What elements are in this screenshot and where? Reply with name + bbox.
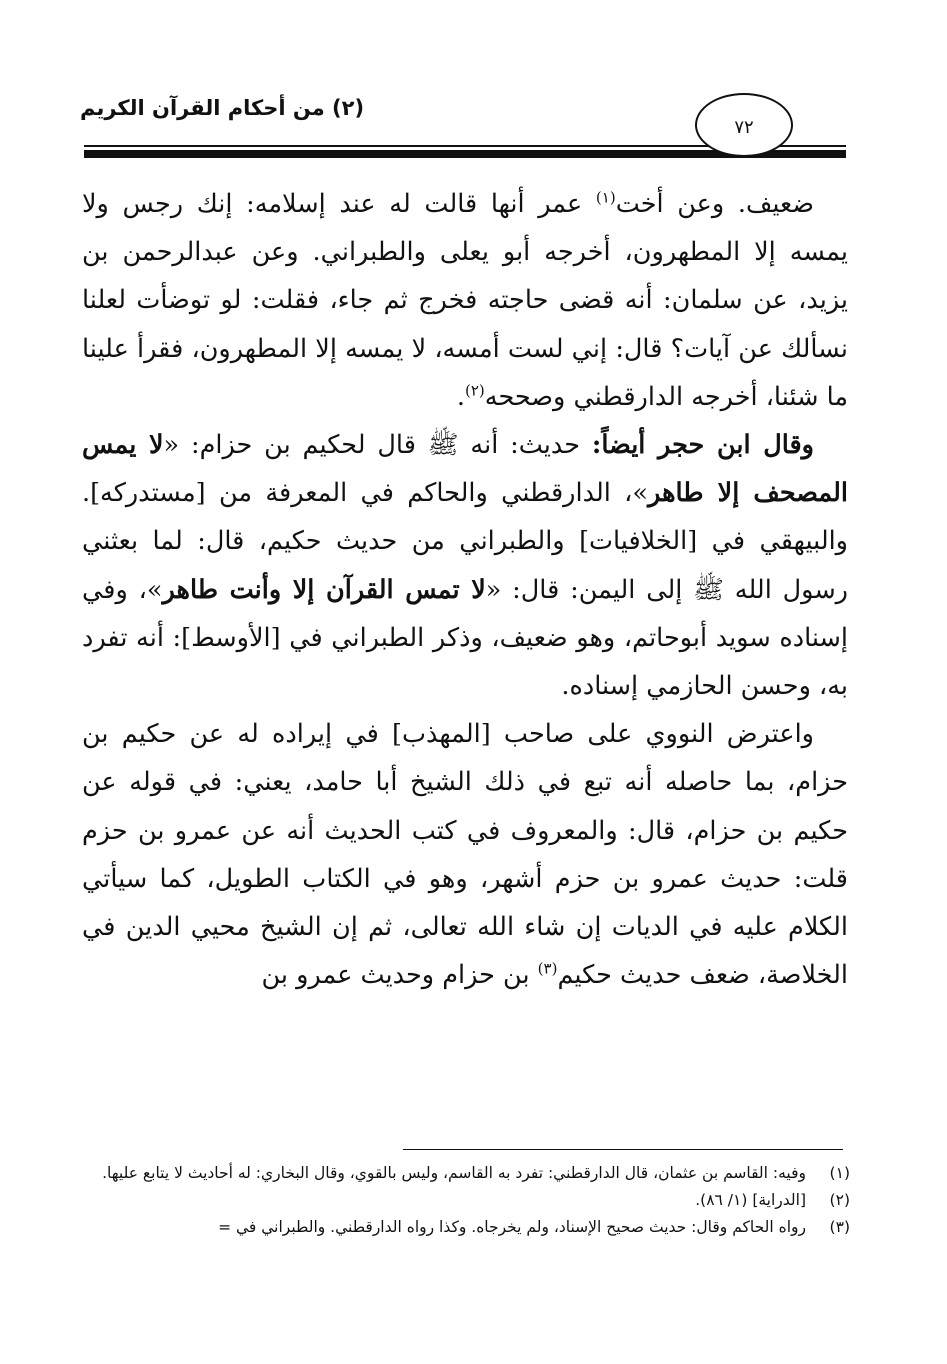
text-run: »، الدارقطني والحاكم في المعرفة من [مستدركه]. والبيهقي في [الخلافيات] والطبراني من حديث حكيم، قال: لما بعثني رسول الله ﷺ إلى اليمن: قال: « xyxy=(82,478,848,605)
text-run: . xyxy=(456,381,465,412)
hadith-quote: لا تمس القرآن إلا وأنت طاهر xyxy=(162,574,486,605)
footnote-separator xyxy=(403,1149,843,1150)
text-run: حديث: أنه ﷺ قال لحكيم بن حزام: « xyxy=(163,430,592,461)
paragraph-2 xyxy=(82,421,848,710)
footnote-reference: (٢) xyxy=(465,381,485,400)
footnote-text: رواه الحاكم وقال: حديث صحيح الإسناد، ولم يخرجاه. وكذا رواه الدارقطني. والطبراني في = xyxy=(218,1218,806,1236)
footnote-text: وفيه: القاسم بن عثمان، قال الدارقطني: تفرد به القاسم، وليس بالقوي، وقال البخاري: له أحاديث لا يتابع عليها. xyxy=(102,1164,806,1182)
footnote-reference: (٣) xyxy=(537,959,558,978)
text-run: ضعيف. وعن أخت xyxy=(615,189,814,219)
footnote xyxy=(82,1160,850,1187)
hadith-quote: لا يمس المصحف إلا طاهر xyxy=(82,430,848,509)
text-run: واعترض النووي على صاحب [المهذب] في إيراده له عن حكيم بن حزام، بما حاصله أنه تبع في ذلك الشيخ أبا حامد، يعني: في قوله عن حكيم بن حزام، قال: والمعروف في كتب الحديث أنه عن عمرو بن حزم قلت: حديث عمرو بن حزم أشهر، وهو في الكتاب الطويل، كما سيأتي الكلام عليه في الديات إن شاء الله تعالى، ثم إن الشيخ محيي الدين في الخلاصة، ضعف حديث حكيم xyxy=(82,719,848,991)
footnote xyxy=(82,1214,850,1241)
footnote-number: (٢) xyxy=(829,1191,850,1209)
footnote-text: [الدراية] (١/ ٨٦). xyxy=(695,1191,806,1209)
bold-text: وقال ابن حجر أيضاً: xyxy=(591,430,814,461)
running-header-title: (٢) من أحكام القرآن الكريم xyxy=(80,96,365,120)
main-text xyxy=(82,180,848,999)
footnote-number: (١) xyxy=(829,1164,850,1182)
footnote xyxy=(82,1187,850,1214)
paragraph-1 xyxy=(82,180,848,421)
page-number-oval xyxy=(695,93,793,157)
footnote-reference: (١) xyxy=(595,188,616,207)
page-number: ٧٢ xyxy=(734,117,754,138)
text-run: »، وفي إسناده سويد أبوحاتم، وهو ضعيف، وذكر الطبراني في [الأوسط]: أنه تفرد به، وحسن الحازمي إسناده. xyxy=(82,574,848,702)
text-run: عمر أنها قالت له عند إسلامه: إنك رجس ولا يمسه إلا المطهرون، أخرجه أبو يعلى والطبراني. وعن عبدالرحمن بن يزيد، عن سلمان: أنه قضى حاجته فخرج ثم جاء، فقلت: لو توضأت لعلنا نسألك عن آيات؟ قال: إني لست أمسه، لا يمسه إلا المطهرون، فقرأ علينا ما شئنا، أخرجه الدارقطني وصححه xyxy=(82,189,848,412)
footnote-number: (٣) xyxy=(829,1218,850,1236)
footnotes xyxy=(82,1160,850,1241)
text-run: بن حزام وحديث عمرو بن xyxy=(261,960,538,991)
paragraph-3 xyxy=(82,710,848,999)
